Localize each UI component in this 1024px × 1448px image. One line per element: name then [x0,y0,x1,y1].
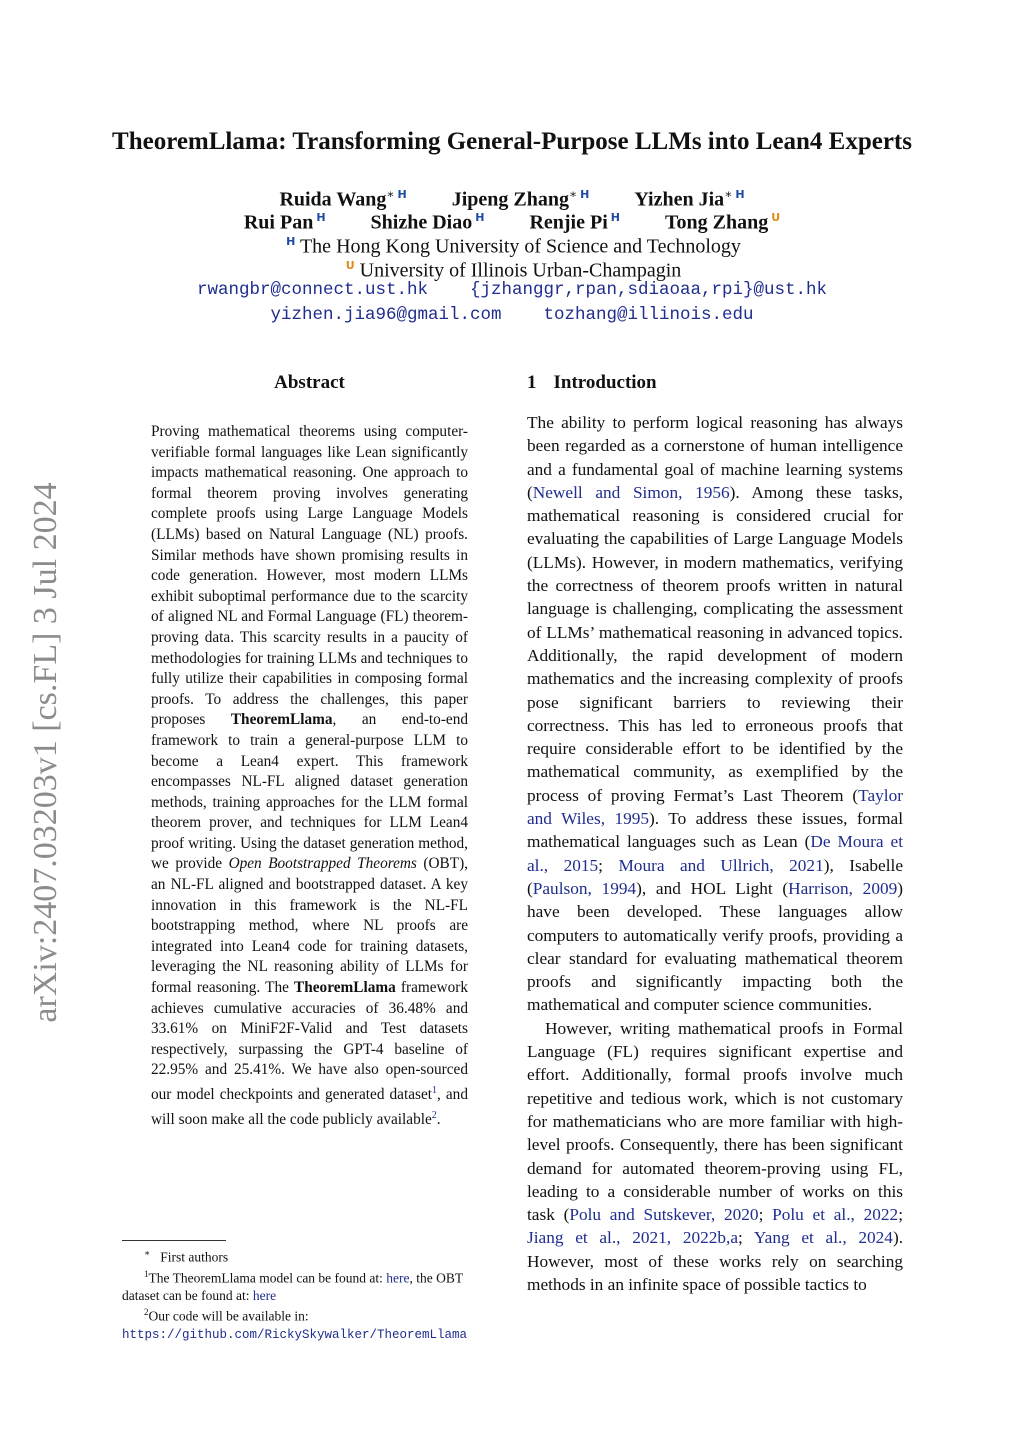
uiuc-logo-icon: U [771,211,781,224]
citation-link[interactable]: Yang et al., 2024 [753,1228,893,1248]
paragraph-text: ; [758,1205,773,1225]
paragraph-text: ; [898,1205,903,1225]
footnote-2-url [122,1325,502,1344]
author: Renjie Pi $^H$ [529,211,620,234]
hkust-logo-icon: H [475,211,485,224]
paragraph-text: ). To address these issues, formal mathematical languages such as Lean ( [527,809,903,852]
footnotes [122,1240,502,1344]
introduction-column [527,372,903,1296]
affiliation-uiuc: $^U$ University of Illinois Urban-Champagin [345,259,682,282]
affiliation-hkust: $^H$ The Hong Kong University of Science and Technology [286,235,741,258]
citation-link[interactable]: Newell and Simon, 1956 [532,482,730,502]
footnote-2: $^2$Our code will be available in: [144,1306,309,1324]
arxiv-identifier: arXiv:2407.03203v1 [cs.FL] 3 Jul 2024 [27,482,64,1023]
email-link[interactable]: yizhen.jia96@gmail.com [270,305,502,325]
hkust-logo-icon: H [580,188,590,201]
section-heading: 1 Introduction [527,372,657,393]
citation-link[interactable]: Polu and Sutskever, 2020 [569,1205,759,1225]
author: Yizhen Jia∗ $^H$ [634,187,745,211]
paragraph-text: ). Among these tasks, mathematical reasoning is considered crucial for evaluating the capabilities of Large Language Models (LLMs). However, in modern mathematics, verifying the correctness of theorem proofs written in natural language is challenging, complicating the assessment of LLMs’ mathematical reasoning in advanced topics. Additionally, the rapid development of modern mathematics and the increasing complexity of proofs pose significant barriers to reviewing their correctness. This has led to erroneous proofs that require considerable effort to be identified by the mathematical community, as exemplified by the process of proving Fermat’s Last Theorem ( [527,482,903,805]
abstract-heading: Abstract [274,372,345,393]
citation-link[interactable]: Polu et al., 2022 [772,1205,899,1225]
email-row-2 [0,303,1024,328]
intro-paragraph-1 [527,411,903,1017]
author: Jipeng Zhang∗ $^H$ [451,187,590,211]
paragraph-text: The ability to perform logical reasoning has always been regarded as a cornerstone of human intelligence and a fundamental goal of machine learning systems ( [527,413,903,502]
paragraph-text: ), and HOL Light ( [636,878,789,898]
footnote-rule [122,1240,226,1241]
method-name: TheoremLlama [230,711,333,729]
email-link[interactable]: rwangbr@connect.ust.hk [196,280,428,300]
paragraph-text: ) have been developed. These languages allow computers to automatically verify proofs, providing a clear standard for evaluating mathematical theorem proofs and significantly impacting both the mathematical and computer science communities. [527,878,904,1015]
citation-link[interactable]: Taylor and Wiles, 1995 [527,785,903,829]
paragraph-text: ), Isabelle ( [527,855,903,898]
hkust-logo-icon: H [286,235,296,248]
paragraph-text: ; [598,855,619,875]
paragraph-text: ). However, most of these works rely on searching methods in an infinite space of possible tactics to [527,1228,904,1294]
email-row-1 [0,278,1024,303]
footnote-first-authors: ∗ First authors [144,1248,229,1265]
author: Rui Pan $^H$ [243,211,326,234]
method-name: TheoremLlama [294,979,396,997]
author: Tong Zhang $^U$ [664,211,781,234]
model-link[interactable]: here [386,1270,410,1286]
citation-link[interactable]: Moura and Ullrich, 2021 [618,855,824,875]
intro-paragraph-2 [527,1017,903,1297]
author: Shizhe Diao $^H$ [370,211,485,234]
paragraph-text: ; [738,1228,754,1248]
author: Ruida Wang∗ $^H$ [279,187,407,211]
email-link[interactable]: tozhang@illinois.edu [543,305,754,325]
abstract-column [151,372,468,1130]
footnote-ref[interactable]: 1 [432,1085,437,1096]
dataset-name: Open Bootstrapped Theorems [228,855,417,873]
author-block [0,182,1024,328]
paper-title: TheoremLlama: Transforming General-Purpose LLMs into Lean4 Experts [112,128,912,155]
footnote-1: $^1$The TheoremLlama model can be found at: here, the OBT dataset can be found at: here [122,1268,463,1303]
uiuc-logo-icon: U [345,259,355,272]
abstract-text: Proving mathematical theorems using computer-verifiable formal languages like Lean significantly impacts mathematical reasoning. One approach to formal theorem proving involves generating complete proofs using Large Language Models (LLMs) based on Natural Language (NL) proofs. Similar methods have shown promising results in code generation. However, most modern LLMs exhibit suboptimal performance due to the scarcity of aligned NL and Formal Language (FL) theorem-proving data. This scarcity results in a paucity of methodologies for training LLMs and techniques to fully utilize their capabilities in composing formal proofs. To address the challenges, this paper proposes TheoremLlama, an end-to-end framework to train a general-purpose LLM to become a Lean4 expert. This framework encompasses NL-FL aligned dataset generation methods, training approaches for the LLM formal theorem prover, and techniques for LLM Lean4 proof writing. Using the dataset generation method, we provide Open Bootstrapped Theorems (OBT), an NL-FL aligned and bootstrapped dataset. A key innovation in this framework is the NL-FL bootstrapping method, where NL proofs are integrated into Lean4 code for training datasets, leveraging the NL reasoning ability of LLMs for formal reasoning. The TheoremLlama framework achieves cumulative accuracies of 36.48% and 33.61% on MiniF2F-Valid and Test datasets respectively, surpassing the GPT-4 baseline of 22.95% and 25.41%. We have also open-sourced our model checkpoints and generated dataset$^1$, and will soon make all the code publicly available$^2$. [151,423,468,1128]
github-link[interactable]: https://github.com/RickySkywalker/TheoremLlama [122,1327,468,1342]
citation-link[interactable]: Paulson, 1994 [532,878,637,898]
citation-link[interactable]: De Moura et al., 2015 [527,832,903,875]
author-row-1 [0,182,1024,211]
hkust-logo-icon: H [735,188,745,201]
hkust-logo-icon: H [397,188,407,201]
paragraph-text: However, writing mathematical proofs in Formal Language (FL) requires significant expertise and effort. Additionally, formal proofs involve much repetitive and tedious work, which is not customary for mathematicians who are more familiar with high-level proofs. Consequently, there has been significant demand for automated theorem-proving using FL, leading to a considerable number of works on this task ( [527,1018,903,1225]
email-link[interactable]: {jzhanggr,rpan,sdiaoaa,rpi}@ust.hk [469,280,828,300]
author-row-2 [0,206,1024,234]
citation-link[interactable]: Harrison, 2009 [788,878,898,898]
footnote-ref[interactable]: 2 [431,1109,437,1121]
citation-link[interactable]: Jiang et al., 2021, 2022b,a [527,1228,739,1248]
hkust-logo-icon: H [316,211,326,224]
hkust-logo-icon: H [610,211,620,224]
dataset-link[interactable]: here [252,1287,277,1303]
